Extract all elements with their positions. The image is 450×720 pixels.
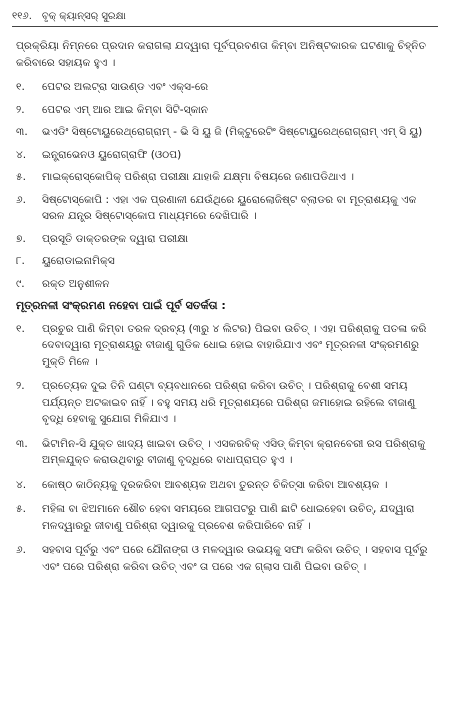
item-number: ୧.: [16, 81, 25, 93]
page-body: [16, 38, 436, 583]
item-number: ୬.: [16, 193, 27, 206]
list-item: [16, 231, 436, 248]
list-item: [16, 321, 436, 371]
running-title: ବୃକ୍ କ୍ୟାନ୍ସର୍ ସୁରକ୍ଷା: [41, 10, 126, 22]
header-divider: [12, 26, 438, 27]
item-number: ୧.: [16, 322, 25, 335]
list-item: [16, 542, 436, 575]
list-item: [16, 477, 436, 494]
item-number: ୮.: [16, 255, 25, 267]
list-item: [16, 147, 436, 164]
item-text: ଭିଟାମିନ-ସି ଯୁକ୍ତ ଖାଦ୍ୟ ଖାଇବା ଉଚିତ୍ । ଏସକରବିକ୍ ଏସିଡ୍ କିମ୍ବା କ୍ରାନବେରୀ ରସ ପରିଶ୍ରାକୁ ଅମ୍ଳଯୁକ୍ତ କରାଉଥିବାରୁ ବୀଜାଣୁ ବୃଦ୍ଧିରେ ବାଧାପ୍ରାପ୍ତ ହୁଏ ।: [42, 437, 426, 466]
list-item: [16, 253, 436, 270]
item-text: କୋଷ୍ଠ କାଠିନ୍ୟକୁ ଦୂରକରିବା ଆବଶ୍ୟକ ଅଥବା ତୁରନ୍ତ ଚିକିତ୍ସା କରିବା ଆବଶ୍ୟକ ।: [42, 478, 388, 491]
item-text: ସିଷ୍ଟୋସ୍କୋପି : ଏହା ଏକ ପ୍ରଣାଳୀ ଯେଉଁଥିରେ ୟୁରୋଲୋଜିଷ୍ଟ ବ୍ଲାଡର ବା ମୂତ୍ରାଶୟକୁ ଏକ ସରଳ ଯନ୍ତ୍ର ସିଷ୍ଟୋସ୍କୋପ ମାଧ୍ୟମରେ ଦେଖିପାରି ।: [42, 193, 417, 222]
list-item: [16, 79, 436, 96]
item-text: ପ୍ରତ୍ୟେକ ଦୁଇ ତିନି ଘଣ୍ଟା ବ୍ୟବଧାନରେ ପରିଶ୍ରା କରିବା ଉଚିତ୍ । ପରିଶ୍ରାକୁ ବେଶୀ ସମୟ ପର୍ଯ୍ୟନ୍ତ ଅଟକାଇବ ନାହିଁ । ବହୁ ସମୟ ଧରି ମୂତ୍ରାଶୟରେ ପରିଶ୍ରା ଜମାହୋଇ ରହିଲେ ବୀଜାଣୁ ବୃଦ୍ଧି ହେବାକୁ ସୁଯୋଗ ମିଳିଯାଏ ।: [42, 380, 416, 425]
list-item: [16, 102, 436, 119]
list-item: [16, 378, 436, 428]
list-item: [16, 169, 436, 186]
precaution-list: [16, 321, 436, 576]
item-number: ୪.: [16, 478, 27, 491]
list-item: [16, 192, 436, 225]
page-number: ୧୧୬.: [12, 10, 32, 22]
item-text: ଭଏଡିଂ ସିଷ୍ଟୋୟୁରେଥ୍ରୋଗ୍ରାମ୍ - ଭି ସି ୟୁ ଜି (ମିକ୍ଟୁରେଟିଂ ସିଷ୍ଟୋୟୁରେଥ୍ରୋଗ୍ରାମ୍ ଏମ୍ ସି ୟୁ): [42, 126, 423, 138]
item-number: ୨.: [16, 380, 25, 392]
item-text: ଇନ୍ଟ୍ରାଭେନଓ ୟୁରୋଗ୍ରାଫି (ଓଠପ): [42, 148, 182, 161]
list-item: [16, 436, 436, 469]
item-number: ୩.: [16, 126, 28, 138]
page-header: [12, 6, 438, 26]
item-text: ରକ୍ତ ଅନୁଶୀଳନ: [42, 277, 110, 290]
item-number: ୪.: [16, 148, 27, 161]
item-number: ୨.: [16, 103, 25, 116]
item-text: ମହିଳା ବା ଝିଅମାନେ ଶୌଚ ହେବା ସମୟରେ ଆଗପଟରୁ ପାଣି ଛାଟି ଧୋଇହେବା ଉଚିତ୍, ଯଦ୍ୱାରା ମଳଦ୍ୱାରରୁ ଜୀବାଣୁ ପରିଶ୍ରା ଦ୍ୱାରକୁ ପ୍ରବେଶ କରିପାରିବେ ନାହିଁ ।: [42, 503, 415, 532]
item-number: ୯.: [16, 277, 25, 290]
item-text: ମାଇକ୍ରୋସ୍କୋପିକ୍ ପରିଶ୍ରା ପରୀକ୍ଷା ଯାହାକି ଯକ୍ଷ୍ମା ବିଷୟରେ ଜଣାପଡିଥାଏ ।: [42, 171, 355, 183]
intro-paragraph: ପ୍ରକ୍ରିୟା ନିମ୍ନରେ ପ୍ରଦାନ କରାଗଲା ଯଦ୍ୱାରା ପୂର୍ବପ୍ରବଣତା କିମ୍ବା ଅନିଷ୍ଟକାରକ ଘଟଣାକୁ ଚିହ୍ନିତ କରିବାରେ ସହାୟକ ହୁଏ ।: [16, 40, 427, 69]
procedure-list: [16, 79, 436, 292]
list-item: [16, 501, 436, 534]
list-item: [16, 276, 436, 293]
item-text: ୟୁରୋଡାଇନାମିକ୍ସ: [42, 255, 115, 267]
item-text: ପ୍ରଚୁର ପାଣି କିମ୍ବା ତରଳ ଦ୍ରବ୍ୟ (୩ରୁ ୪ ଲିଟର) ପିଇବା ଉଚିତ୍ । ଏହା ପରିଶ୍ରାକୁ ପତଳା କରି ଦେବାଦ୍ୱାରା ମୂତ୍ରାଶୟରୁ ବୀଜାଣୁ ଗୁଡିକ ଧୋଇ ହୋଇ ବାହାରିଯାଏ ଏବଂ ମୂତ୍ରନଳୀ ସଂକ୍ରମଣରୁ ମୁକ୍ତି ମିଳେ ।: [42, 322, 427, 368]
item-number: ୩.: [16, 437, 28, 450]
item-text: ପେଟର ଅଲଟ୍ରା ସାଉଣ୍ଡ ଏବଂ ଏକ୍ସ-ରେ: [42, 81, 209, 93]
item-text: ସହବାସ ପୂର୍ବରୁ ଏବଂ ପରେ ଯୌନାଙ୍ଗ ଓ ମଳଦ୍ୱାର ଉଭୟକୁ ସଫା କରିବା ଉଚିତ୍ । ସହବାସ ପୂର୍ବରୁ ଏବଂ ପରେ ପରିଶ୍ରା କରିବା ଉଚିତ୍ ଏବଂ ତା ପରେ ଏକ ଗ୍ଲାସ ପାଣି ପିଇବା ଉଚିତ୍ ।: [42, 544, 428, 573]
item-text: ପ୍ରସୂତି ଡାକ୍ତରଙ୍କ ଦ୍ୱାରା ପରୀକ୍ଷା: [42, 232, 189, 245]
item-number: ୫.: [16, 503, 26, 515]
item-text: ପେଟର ଏମ୍ ଆର ଆଇ କିମ୍ବା ସିଟି-ସ୍କାନ: [42, 103, 209, 116]
section-heading: ମୂତ୍ରନଳୀ ସଂକ୍ରମଣ ନହେବା ପାଇଁ ପୂର୍ବ ସତର୍କତା :: [16, 299, 226, 312]
item-number: ୫.: [16, 171, 26, 183]
item-number: ୬.: [16, 544, 27, 556]
list-item: [16, 124, 436, 141]
item-number: ୭.: [16, 232, 26, 245]
